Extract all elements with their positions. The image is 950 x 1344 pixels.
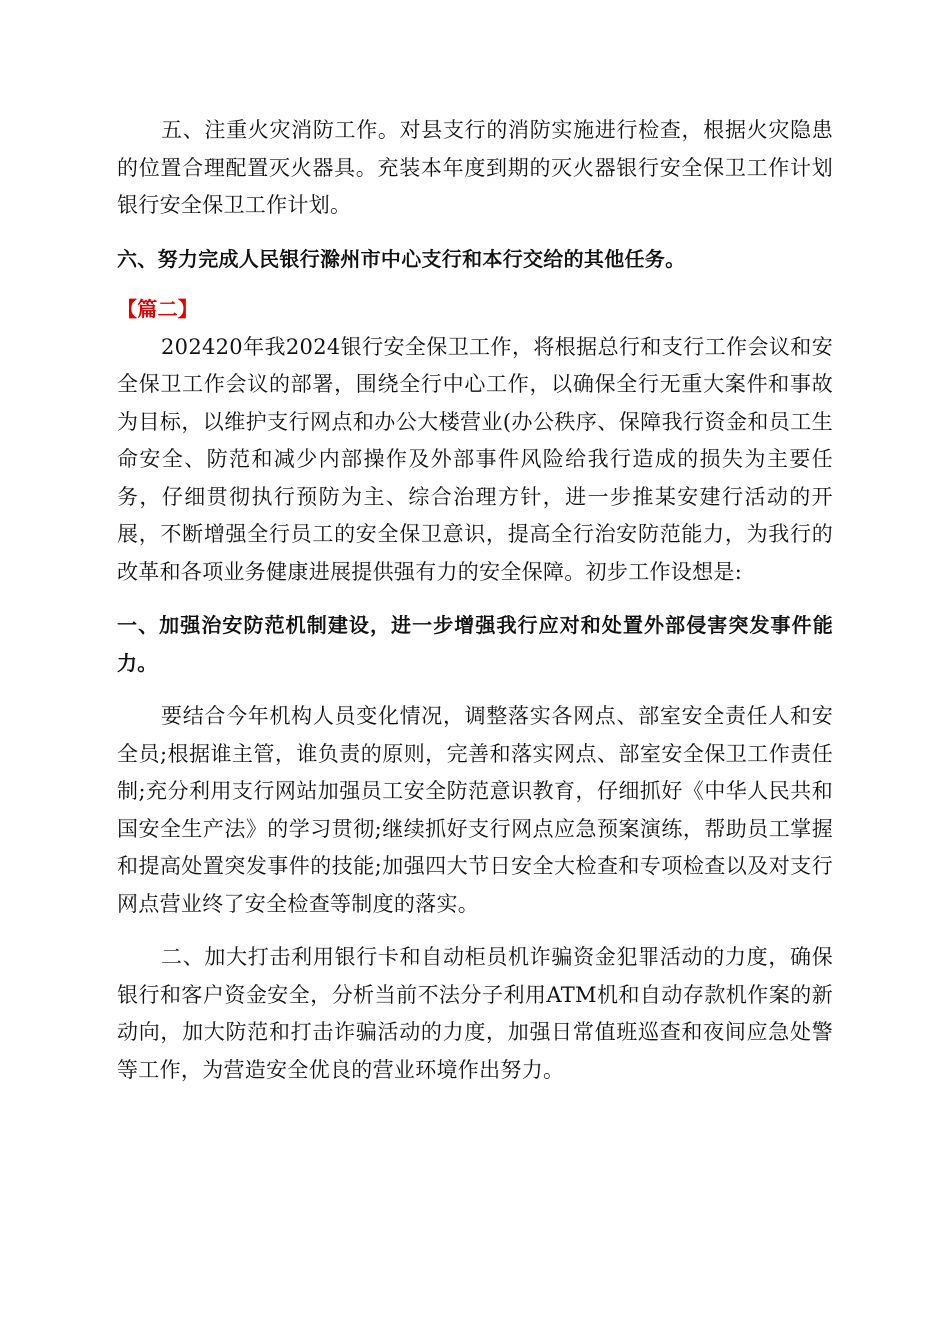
paragraph-one: 要结合今年机构人员变化情况，调整落实各网点、部室安全责任人和安全员;根据谁主管，谁负责的原则，完善和落实网点、部室安全保卫工作责任制;充分利用支行网站加强员工安全防范意识教育，仔细抓好《中华人民共和国安全生产法》的学习贯彻;继续抓好支行网点应急预案演练，帮助员工掌握和提高处置突发事件的技能;加强四大节日安全大检查和专项检查以及对支行网点营业终了安全检查等制度的落实。 [117, 704, 833, 916]
paragraph-two: 二、加大打击利用银行卡和自动柜员机诈骗资金犯罪活动的力度，确保银行和客户资金安全，分析当前不法分子利用ATM机和自动存款机作案的新动向，加大防范和打击诈骗活动的力度，加强日常值班巡查和夜间应急处警等工作，为营造安全优良的营业环境作出努力。 [117, 945, 833, 1082]
paragraph-fire-safety: 五、注重火灾消防工作。对县支行的消防实施进行检查，根据火灾隐患的位置合理配置灭火器具。充装本年度到期的灭火器银行安全保卫工作计划银行安全保卫工作计划。 [117, 118, 833, 217]
document-body [117, 112, 833, 1089]
section-label: 【篇二】 [117, 297, 199, 321]
heading-one: 一、加强治安防范机制建设，进一步增强我行应对和处置外部侵害突发事件能力。 [117, 613, 833, 675]
paragraph-intro: 202420年我2024银行安全保卫工作，将根据总行和支行工作会议和安全保卫工作会议的部署，围绕全行中心工作，以确保全行无重大案件和事故为目标，以维护支行网点和办公大楼营业(办公秩序、保障我行资金和员工生命安全、防范和减少内部操作及外部事件风险给我行造成的损失为主要任务，仔细贯彻执行预防为主、综合治理方针，进一步推某安建行活动的开展，不断增强全行员工的安全保卫意识，提高全行治安防范能力，为我行的改革和各项业务健康进展提供强有力的安全保障。初步工作设想是: [117, 334, 833, 584]
heading-six: 六、努力完成人民银行滁州市中心支行和本行交给的其他任务。 [117, 246, 686, 271]
